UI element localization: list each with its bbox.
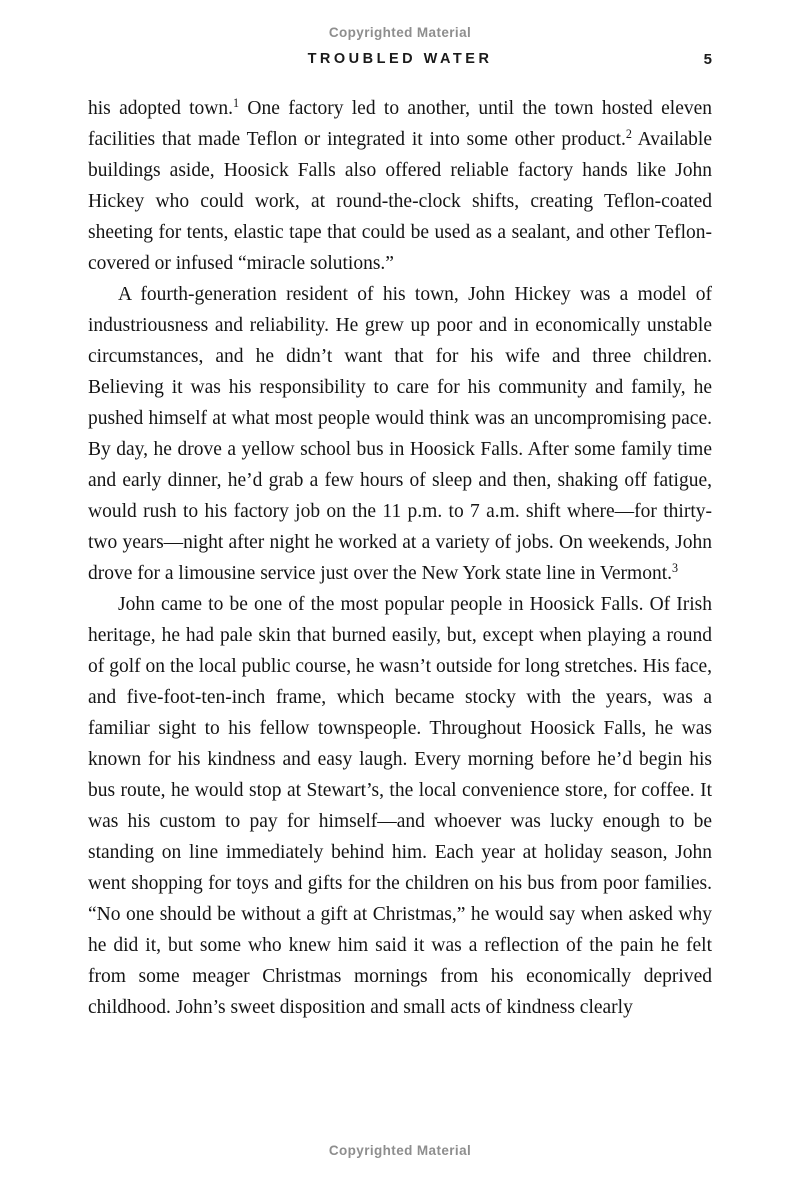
- text-segment: his adopted town.: [88, 98, 234, 119]
- paragraph-3: [88, 589, 712, 1023]
- text-segment: One factory led to another, until the town hosted eleven facilities that made Teflon or integrated it into some other product.: [88, 98, 713, 150]
- text-segment: Available buildings aside, Hoosick Falls also offered reliable factory hands like John Hickey who could work, at round-the-clock shifts, creating Teflon-coated sheeting for tents, elastic tape that could be used as a sealant, and other Teflon-covered or infused “miracle solutions.”: [88, 129, 712, 274]
- footnote-ref-1: 1: [233, 96, 240, 111]
- page-number: 5: [703, 51, 712, 68]
- paragraph-1: [88, 93, 712, 279]
- page-header: [88, 51, 712, 71]
- footnote-ref-2: 2: [625, 127, 632, 142]
- body-text: [88, 93, 712, 1023]
- copyright-notice-top: Copyrighted Material: [328, 25, 472, 40]
- copyright-notice-bottom: Copyrighted Material: [328, 1143, 472, 1158]
- paragraph-2: [88, 279, 712, 589]
- running-head-title: TROUBLED WATER: [307, 51, 493, 67]
- text-segment: John came to be one of the most popular people in Hoosick Falls. Of Irish heritage, he had pale skin that burned easily, but, except when playing a round of golf on the local public course, he wasn’t outside for long stretches. His face, and five-foot-ten-inch frame, which became stocky with the years, was a familiar sight to his fellow townspeople. Throughout Hoosick Falls, he was known for his kindness and easy laugh. Every morning before he’d begin his bus route, he would stop at Stewart’s, the local convenience store, for coffee. It was his custom to pay for himself—and whoever was lucky enough to be standing on line immediately behind him. Each year at holiday season, John went shopping for toys and gifts for the children on his bus from poor families. “No one should be without a gift at Christmas,” he would say when asked why he did it, but some who knew him said it was a reflection of the pain he felt from some meager Christmas mornings from his economically deprived childhood. John’s sweet disposition and small acts of kindness clearly: [88, 594, 712, 1018]
- text-segment: A fourth-generation resident of his town, John Hickey was a model of industriousness and reliability. He grew up poor and in economically unstable circumstances, and he didn’t want that for his wife and three children. Believing it was his responsibility to care for his community and family, he pushed himself at what most people would think was an uncompromising pace. By day, he drove a yellow school bus in Hoosick Falls. After some family time and early dinner, he’d grab a few hours of sleep and then, shaking off fatigue, would rush to his factory job on the 11 p.m. to 7 a.m. shift where—for thirty-two years—night after night he worked at a variety of jobs. On weekends, John drove for a limousine service just over the New York state line in Vermont.: [88, 284, 712, 584]
- footnote-ref-3: 3: [671, 561, 679, 576]
